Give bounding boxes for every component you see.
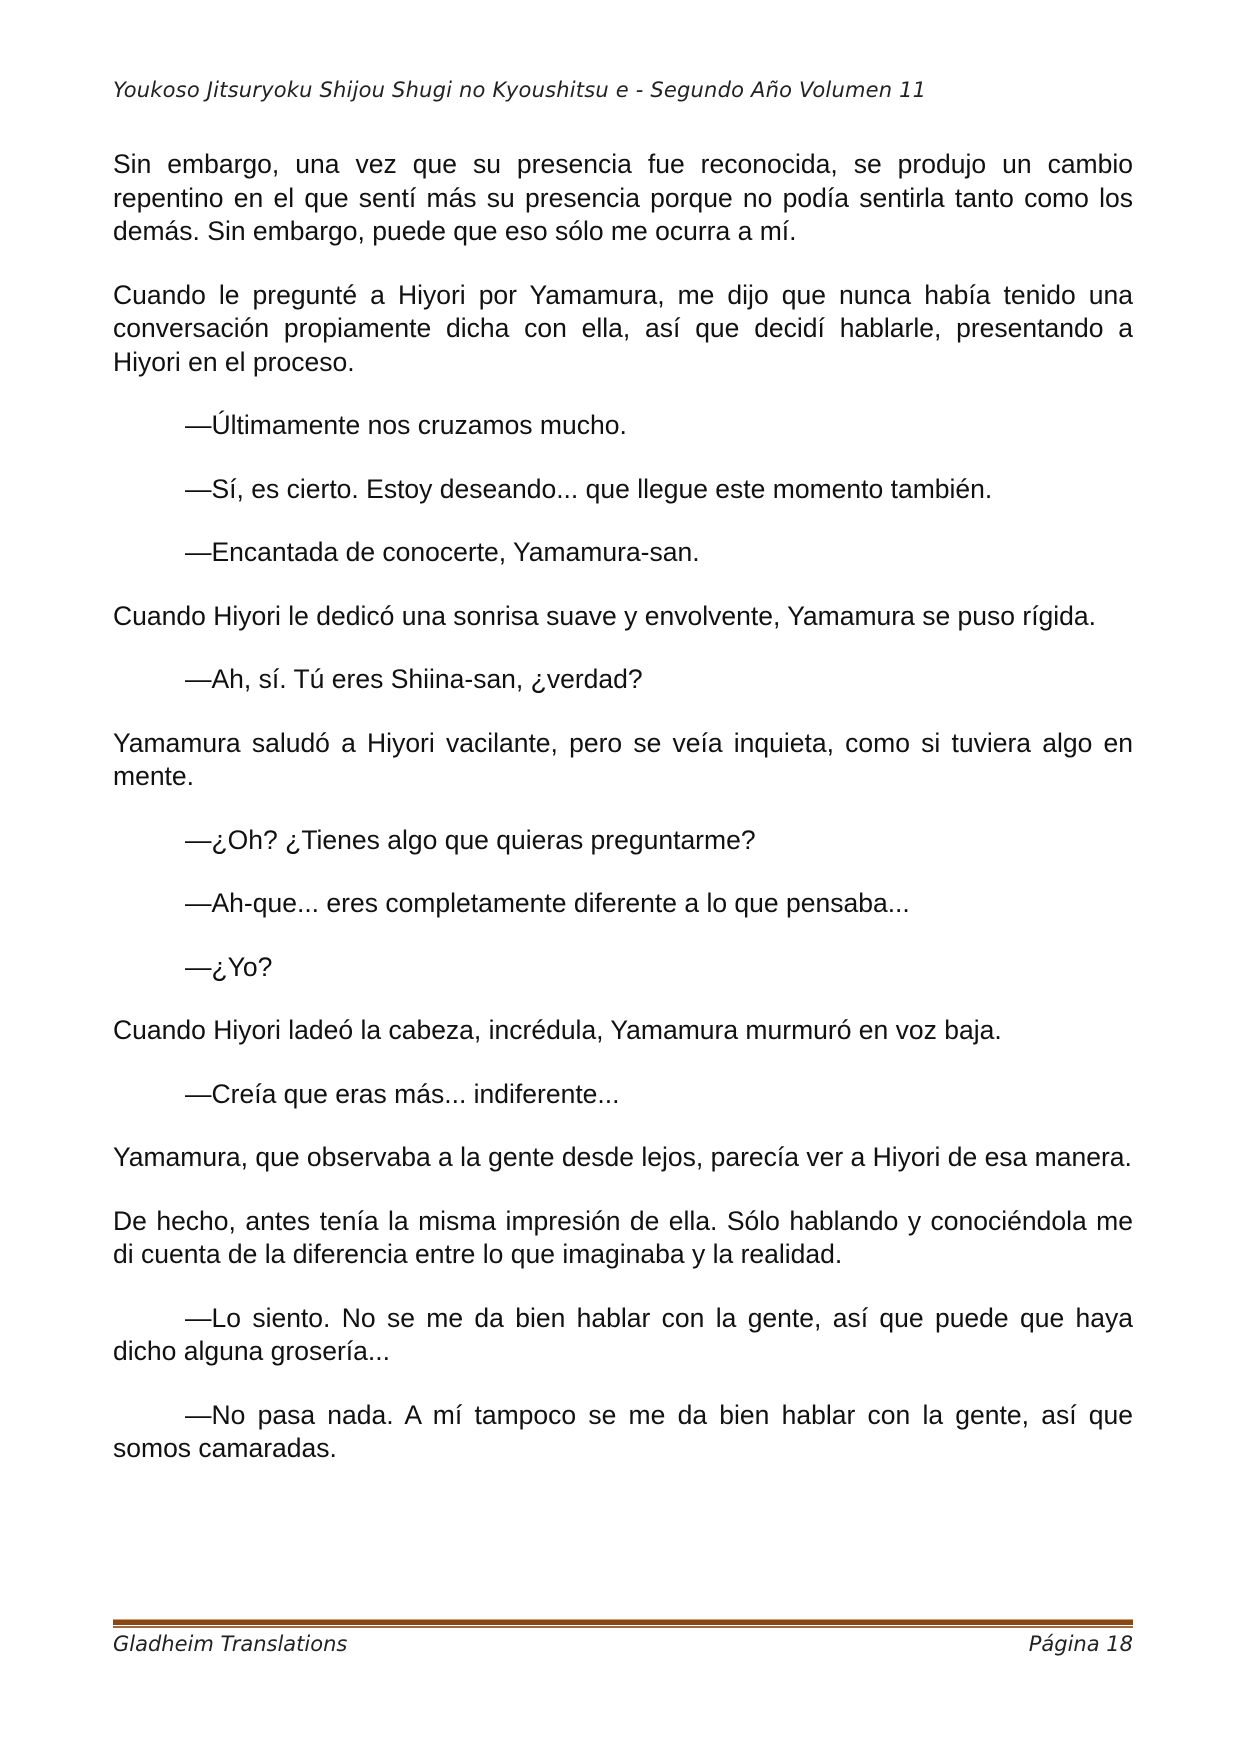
dialogue-line: —Sí, es cierto. Estoy deseando... que llegue este momento también.	[185, 473, 993, 504]
paragraph: Cuando le pregunté a Hiyori por Yamamura, me dijo que nunca había tenido una conversación propiamente dicha con ella, así que decidí hablarle, presentando a Hiyori en el proceso.	[113, 279, 1133, 377]
dialogue-line: —¿Oh? ¿Tienes algo que quieras preguntarme?	[185, 824, 756, 855]
running-header: Youkoso Jitsuryoku Shijou Shugi no Kyoushitsu e - Segundo Año Volumen 11	[113, 78, 927, 102]
dialogue-line: —Ah-que... eres completamente diferente a lo que pensaba...	[185, 888, 910, 918]
paragraph: Sin embargo, una vez que su presencia fue reconocida, se produjo un cambio repentino en el que sentí más su presencia porque no podía sentirla tanto como los demás. Sin embargo, puede que eso sólo me ocurra a mí.	[113, 149, 1133, 246]
dialogue-line: —Últimamente nos cruzamos mucho.	[185, 410, 627, 440]
footer-rule	[113, 1619, 1133, 1628]
paragraph: Cuando Hiyori le dedicó una sonrisa suave y envolvente, Yamamura se puso rígida.	[113, 600, 1097, 631]
paragraph: Yamamura saludó a Hiyori vacilante, pero se veía inquieta, como si tuviera algo en mente.	[113, 727, 1133, 791]
paragraph: Cuando Hiyori ladeó la cabeza, incrédula, Yamamura murmuró en voz baja.	[113, 1015, 1002, 1045]
paragraph: De hecho, antes tenía la misma impresión de ella. Sólo hablando y conociéndola me di cuenta de la diferencia entre lo que imaginaba y la realidad.	[113, 1205, 1133, 1269]
dialogue-line: —¿Yo?	[185, 951, 273, 982]
dialogue-line: —Encantada de conocerte, Yamamura-san.	[185, 537, 700, 567]
dialogue-line: —No pasa nada. A mí tampoco se me da bien hablar con la gente, así que somos camaradas.	[113, 1399, 1133, 1463]
dialogue-line: —Ah, sí. Tú eres Shiina-san, ¿verdad?	[185, 664, 643, 694]
dialogue-line: —Lo siento. No se me da bien hablar con la gente, así que puede que haya dicho alguna grosería...	[113, 1302, 1133, 1366]
footer-rule-bottom-line	[113, 1626, 1133, 1628]
paragraph: Yamamura, que observaba a la gente desde lejos, parecía ver a Hiyori de esa manera.	[113, 1142, 1132, 1172]
footer-page-number: Página 18	[1028, 1632, 1133, 1656]
dialogue-line: —Creía que eras más... indiferente...	[185, 1078, 620, 1109]
footer-translator-credit: Gladheim Translations	[113, 1632, 348, 1656]
page-body	[113, 148, 1133, 1496]
footer-rule-main-line	[113, 1620, 1133, 1625]
